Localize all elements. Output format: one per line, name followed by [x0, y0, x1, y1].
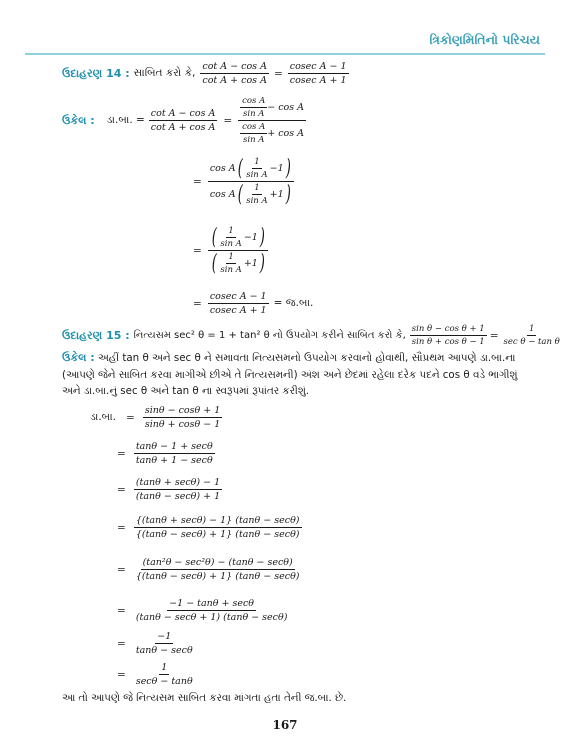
solution-14-step5: = $\frac{\text{cosec A − 1}}{\text{cosec A + 1}}$ = જ.બા. [193, 291, 314, 316]
solution-14-label: ઉકેલ : [62, 113, 95, 127]
example-14-lhs: $\frac{\text{cot A − cos A}}{\text{cot A + cos A}}$ [202, 61, 267, 86]
example-14-label: ઉદાહરણ 14 : [62, 66, 130, 80]
solution-15-step4: = $\frac{\{(\tan\theta + \sec\theta) - 1\} (\tan\theta - \sec\theta)}{\{(\tan\theta - \sec\theta) + 1\} (\tan\theta - \sec\theta)}$ [117, 515, 300, 540]
example-14-prompt: સાબિત કરો કે, [133, 67, 196, 79]
example-15-statement: ઉદાહરણ 15 : નિત્યસમ sec² θ = 1 + tan² θ નો ઉપયોગ કરીને સાબિત કરો કે, $\frac{\text{sin θ − cos θ + 1}}{\text{sin θ + cos θ − 1}}$ = $\frac{1}{\text{sec θ − tan θ}}$ [62, 324, 560, 347]
solution-15-paragraph: ઉકેલ : અહીં tan θ અને sec θ ને સમાવતા નિત્યસમનો ઉપયોગ કરવાનો હોવાથી, સૌપ્રથમ આપણે ડા.બા.ના (આપણે જેને સાબિત કરવા માગીએ છીએ તે નિત્યસમની) અંશ અને છેદમાં રહેલા દરેક પદને cos θ વડે ભાગીશું અને ડા.બા.નું sec θ અને tan θ ના સ્વરૂપમાં રૂપાંતર કરીશું. [62, 351, 518, 397]
example-14-rhs: $\frac{\text{cosec A − 1}}{\text{cosec A + 1}}$ [289, 61, 347, 86]
header-rule [25, 53, 545, 55]
example-14-statement: ઉદાહરણ 14 : સાબિત કરો કે, $\frac{\text{cot A − cos A}}{\text{cot A + cos A}}$ = $\frac{\text{cosec A − 1}}{\text{cosec A + 1}}$ [62, 61, 347, 86]
solution-14-step3: = cos A ( $\frac{1}{\text{sin A}}$ −1 ) cos A ( $\frac{1}{\text{sin A}}$ +1 ) [193, 157, 294, 206]
solution-14-step1: ઉકેલ : ડા.બા. = $\frac{\text{cot A − cos A}}{\text{cot A + cos A}}$ = $\frac{\text{cos A}}{\text{sin A}}$ − cos A $\frac{\text{cos A}}{\text{sin A}}$ + cos A [62, 96, 305, 145]
solution-15-step8: = $\frac{1}{\sec\theta - \tan\theta}$ [117, 662, 193, 687]
solution-15-label: ઉકેલ : [62, 351, 95, 364]
solution-14-lhs: ડા.બા. = [106, 114, 145, 126]
chapter-title: ત્રિકોણમિતિનો પરિચય [429, 32, 540, 47]
solution-15-step3: = $\frac{(\tan\theta + \sec\theta) - 1}{(\tan\theta - \sec\theta) + 1}$ [117, 477, 221, 502]
example-15-label: ઉદાહરણ 15 : [62, 328, 130, 342]
solution-15-step6: = $\frac{-1 - \tan\theta + \sec\theta}{(\tan\theta - \sec\theta + 1) (\tan\theta - \sec\theta)}$ [117, 598, 288, 623]
solution-15-step5: = $\frac{\text{(tan²θ − sec²θ) − (tanθ − secθ)}}{\{(\tan\theta - \sec\theta) + 1\} (\tan\theta - \sec\theta)}$ [117, 557, 300, 582]
example-15-prompt: નિત્યસમ sec² θ = 1 + tan² θ નો ઉપયોગ કરીને સાબિત કરો કે, [133, 330, 406, 341]
solution-15-step7: = $\frac{-1}{\tan\theta - \sec\theta}$ [117, 631, 193, 656]
solution-15-step1: ડા.બા. = $\frac{\sin\theta - \cos\theta + 1}{\sin\theta + \cos\theta - 1}$ [90, 405, 221, 430]
solution-15-step2: = $\frac{\tan\theta - 1 + \sec\theta}{\tan\theta + 1 - \sec\theta}$ [117, 441, 213, 466]
solution-14-step4: = ( $\frac{1}{\text{sin A}}$ −1 ) ( $\frac{1}{\text{sin A}}$ +1 ) [193, 226, 268, 275]
page-number: 167 [272, 718, 298, 732]
solution-15-conclusion: આ તો આપણે જે નિત્યસમ સાબિત કરવા માંગતા હતા તેની જ.બા. છે. [62, 692, 347, 704]
